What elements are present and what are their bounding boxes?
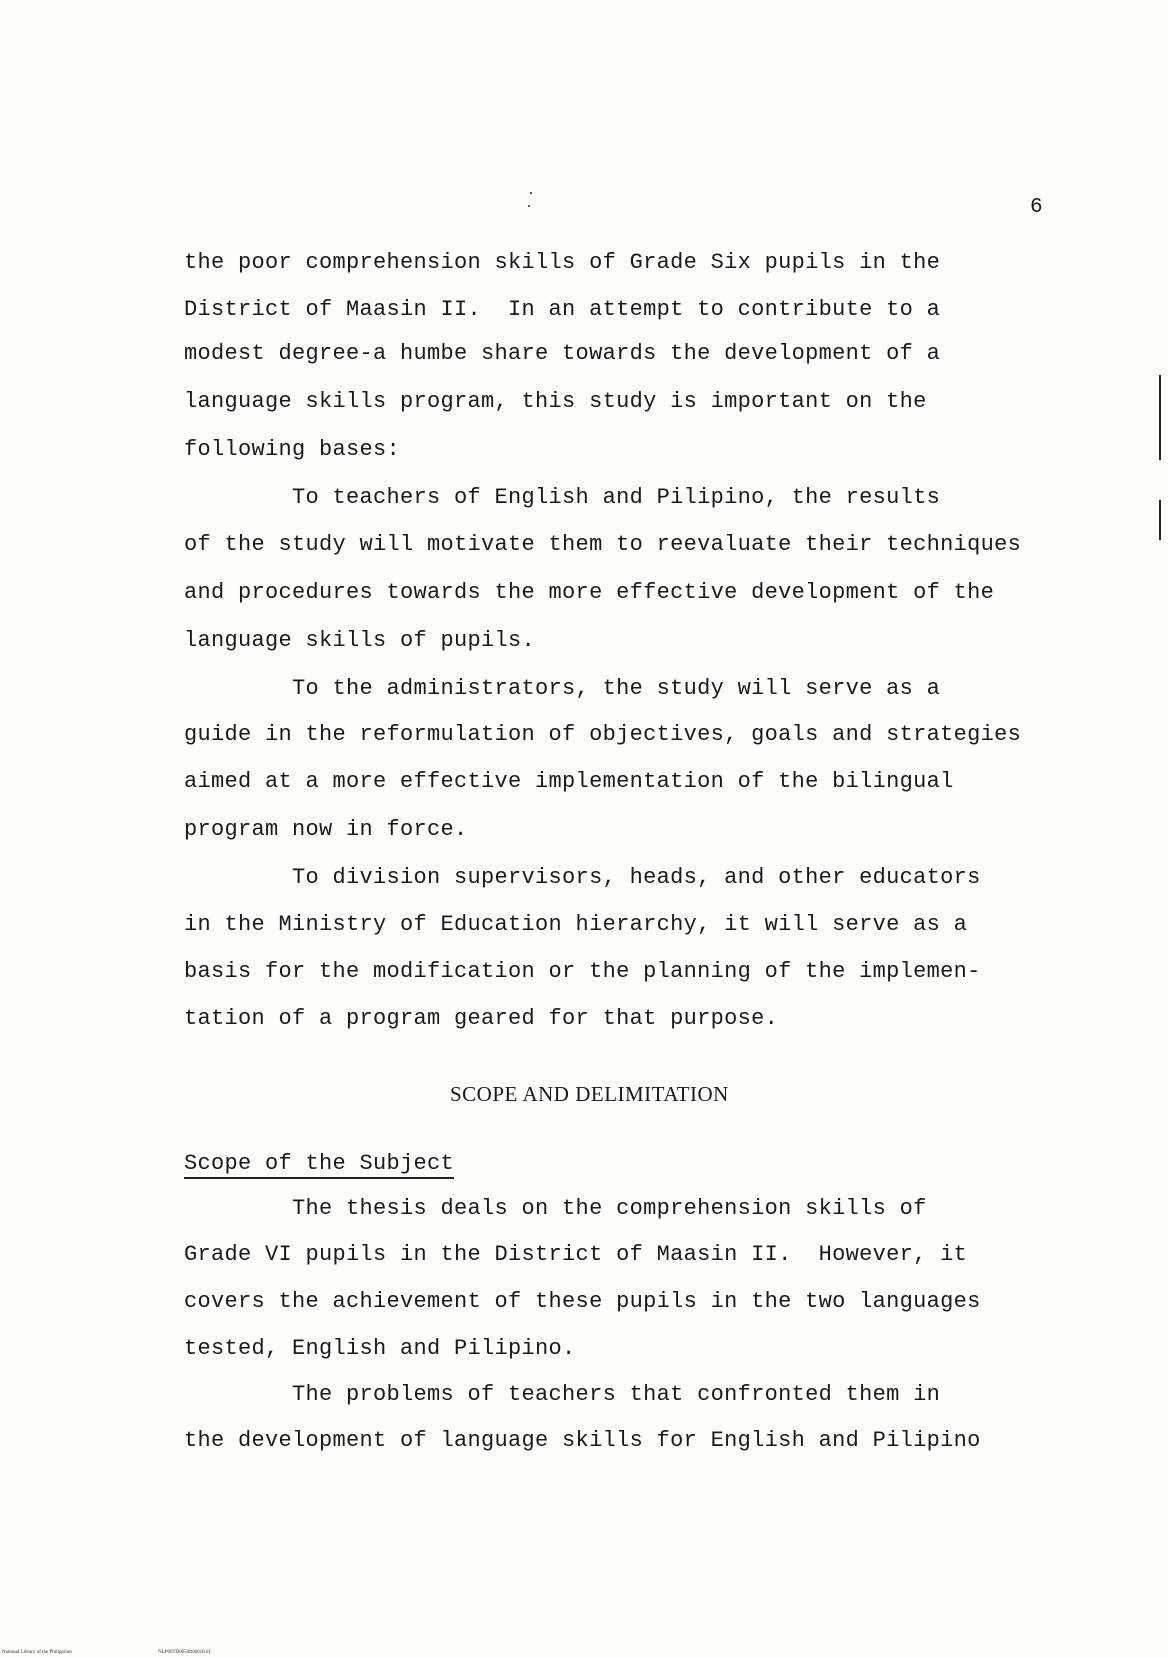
scan-speck xyxy=(528,205,530,207)
footer-file-id: NLP00TD0056ftd0018.tif xyxy=(158,1650,211,1655)
page-number: 6 xyxy=(1030,196,1043,219)
body-text-line: tested, English and Pilipino. xyxy=(184,1336,576,1361)
body-text-line: aimed at a more effective implementation of the bilingual xyxy=(184,769,954,794)
body-text-line: language skills of pupils. xyxy=(184,628,536,653)
body-text-line: To teachers of English and Pilipino, the results xyxy=(184,485,941,510)
body-text-line: covers the achievement of these pupils in the two languages xyxy=(184,1289,981,1314)
body-text-line: guide in the reformulation of objectives, goals and strategies xyxy=(184,722,1022,747)
body-text-line: tation of a program geared for that purpose. xyxy=(184,1006,779,1031)
body-text-line: of the study will motivate them to reevaluate their techniques xyxy=(184,532,1022,557)
body-text-line: District of Maasin II. In an attempt to contribute to a xyxy=(184,297,941,322)
body-text-line: modest degree-a humbe share towards the development of a xyxy=(184,341,941,366)
body-text-line: To the administrators, the study will serve as a xyxy=(184,676,941,701)
body-text-line: Grade VI pupils in the District of Maasin II. However, it xyxy=(184,1242,968,1267)
footer-library-credit: National Library of the Philippines xyxy=(2,1650,72,1655)
body-text-line: language skills program, this study is important on the xyxy=(184,389,927,414)
body-text-line: and procedures towards the more effective development of the xyxy=(184,580,995,605)
body-text-line: To division supervisors, heads, and other educators xyxy=(184,865,981,890)
body-text-line: The problems of teachers that confronted them in xyxy=(184,1382,941,1407)
margin-mark xyxy=(1159,500,1161,540)
body-text-line: following bases: xyxy=(184,437,401,462)
margin-mark xyxy=(1159,375,1161,460)
body-text-line: basis for the modification or the planning of the implemen- xyxy=(184,959,981,984)
body-text-line: The thesis deals on the comprehension skills of xyxy=(184,1196,927,1221)
body-text-line: the development of language skills for English and Pilipino xyxy=(184,1428,981,1453)
scan-speck xyxy=(530,192,532,194)
body-text-line: the poor comprehension skills of Grade Six pupils in the xyxy=(184,250,941,275)
section-heading: SCOPE AND DELIMITATION xyxy=(450,1082,729,1106)
body-text-line: in the Ministry of Education hierarchy, it will serve as a xyxy=(184,912,968,937)
body-text-line: program now in force. xyxy=(184,817,468,842)
subsection-heading: Scope of the Subject xyxy=(184,1151,454,1179)
